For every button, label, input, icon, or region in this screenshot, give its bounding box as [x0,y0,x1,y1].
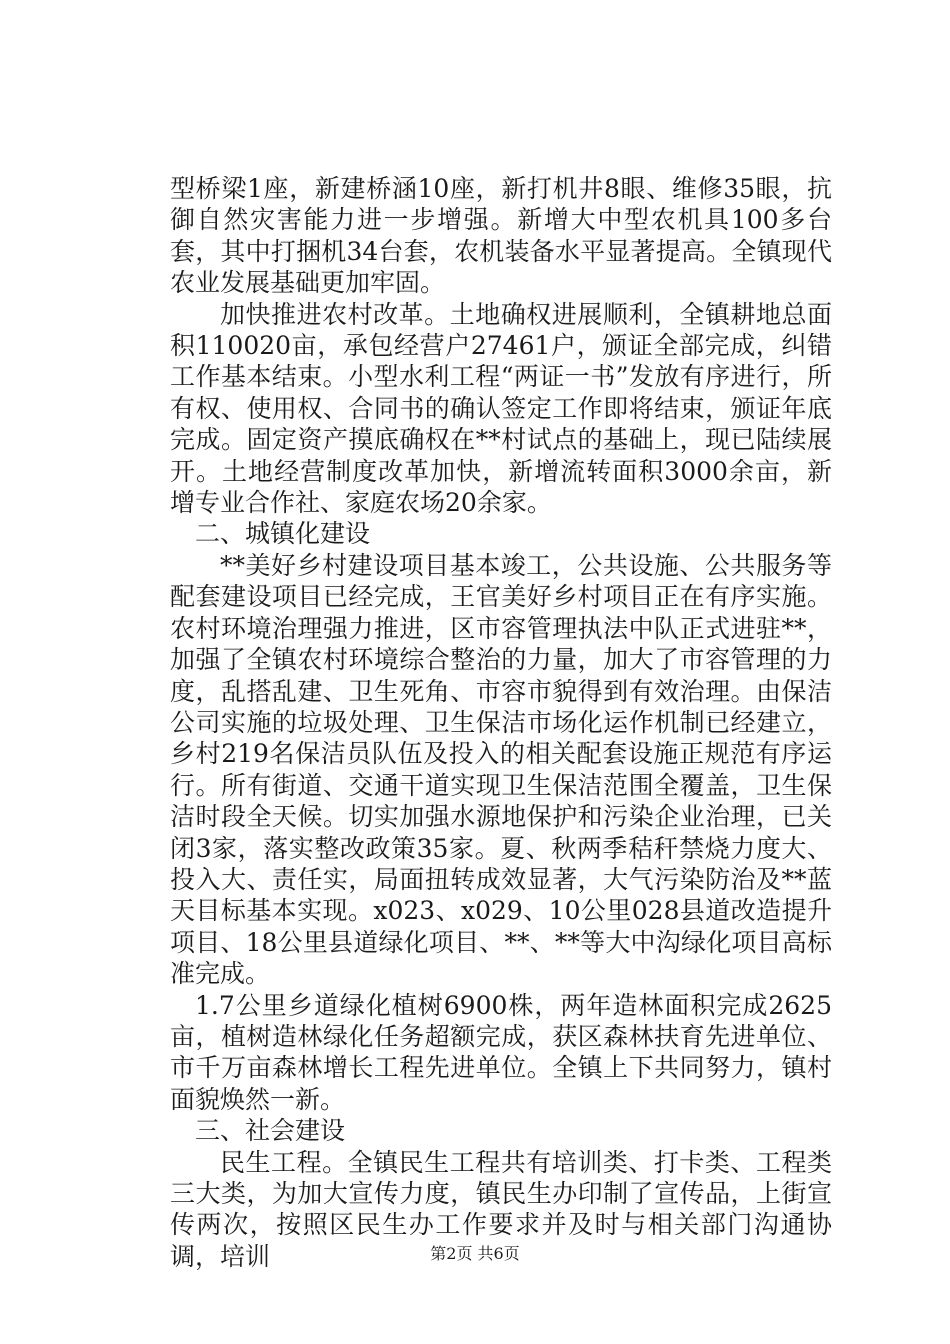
paragraph-livelihood: 民生工程。全镇民生工程共有培训类、打卡类、工程类三大类，为加大宣传力度，镇民生办印制了宣传品，上街宣传两次，按照区民生办工作要求并及时与相关部门沟通协调，培训 [170,1147,832,1271]
paragraph-greening: 1.7公里乡道绿化植树6900株，两年造林面积完成2625亩，植树造林绿化任务超额完成，获区森林扶育先进单位、市千万亩森林增长工程先进单位。全镇上下共同努力，镇村面貌焕然一新。 [170,990,832,1114]
section-heading-social: 三、社会建设 [195,1116,346,1146]
page-number-footer: 第2页 共6页 [430,1244,520,1263]
paragraph-beautiful-village: **美好乡村建设项目基本竣工，公共设施、公共服务等配套建设项目已经完成，王官美好乡村项目正在有序实施。农村环境治理强力推进，区市容管理执法中队正式进驻**，加强了全镇农村环境综合整治的力量，加大了市容管理的力度，乱搭乱建、卫生死角、市容市貌得到有效治理。由保洁公司实施的垃圾处理、卫生保洁市场化运作机制已经建立，乡村219名保洁员队伍及投入的相关配套设施正规范有序运行。所有街道、交通干道实现卫生保洁范围全覆盖，卫生保洁时段全天候。切实加强水源地保护和污染企业治理，已关闭3家，落实整改政策35家。夏、秋两季秸秆禁烧力度大、投入大、责任实，局面扭转成效显著，大气污染防治及**蓝天目标基本实现。x023、x029、10公里028县道改造提升项目、18公里县道绿化项目、**、**等大中沟绿化项目高标准完成。 [170,550,832,989]
paragraph-rural-reform: 加快推进农村改革。土地确权进展顺利，全镇耕地总面积110020亩，承包经营户27461户，颁证全部完成，纠错工作基本结束。小型水利工程“两证一书”发放有序进行，所有权、使用权、合同书的确认签定工作即将结束，颁证年底完成。固定资产摸底确权在**村试点的基础上，现已陆续展开。土地经营制度改革加快，新增流转面积3000余亩，新增专业合作社、家庭农场20余家。 [170,299,832,518]
paragraph-infrastructure-end: 型桥梁1座，新建桥涵10座，新打机井8眼、维修35眼，抗御自然灾害能力进一步增强。新增大中型农机具100多台套，其中打捆机34台套，农机装备水平显著提高。全镇现代农业发展基础更加牢固。 [170,174,832,298]
body-text [170,173,832,1272]
section-heading-urbanization: 二、城镇化建设 [195,519,371,549]
